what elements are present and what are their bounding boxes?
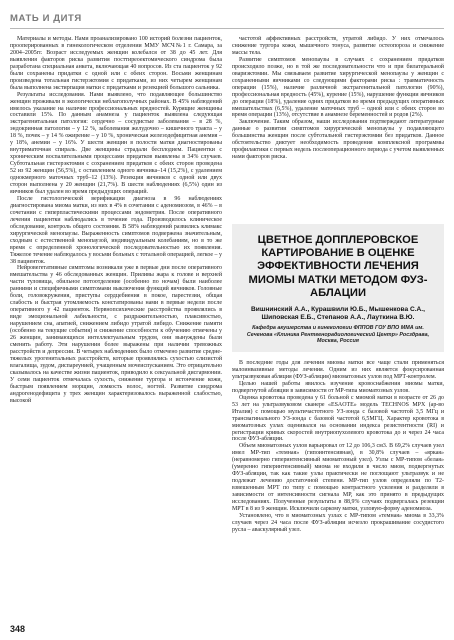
header-rule xyxy=(10,28,444,29)
paragraph-node-types: Объем миоматозных узлов варьировал от 12 до 106,3 см3. В 69,2% случаев узел имел МР-тип «темная» (гипоинтенсивная), в 30,8% случаев – «яркая» (неравномерно гиперинтенсивный миоматозный узел). Узлы с МР-типом «белая» (умеренно гиперинтенсивный) миома не входили в число миом, подвергнутых ФУЗ-абляции, так как такие узлы практически не поглощают ультразвук и не подлежат лечению достаточной степени. МР-тип узлов определяли по Т2-взвешенным МРТ по типу с помощью контрастного усиления и разделяли в зависимости от интенсивности сигнала МР, как это принято в предыдущих исследованиях. Полученные результаты в 88,9% случаях подвергалась резекции МРТ в 8 из 9 женщин. Исключили саркому матки, узловую-форму аденомиоза. xyxy=(232,443,444,513)
paragraph-aim: Целью нашей работы явилось изучение кровоснабжения миомы матки, подвергнутой абляции в зависимости от МР-типа миоматозных узлов. xyxy=(232,380,444,394)
article-heading-box xyxy=(232,224,444,352)
journal-running-head: МАТЬ И ДИТЯ xyxy=(10,13,82,24)
paragraph-symptoms: Нейровегетативные симптомы возникали уже в первые дни после оперативного вмешательства у 46 обследованных женщин. Приливы жара к голове и верхней части туловища, обильное потоотделение (особенно по ночам) были наиболее ранними и специфичными симптомами выключения функций яичников. Головные боли, головокружения, приступы сердцебиения в покое, парестезии, общая слабость и быстрая утомляемость констатированы нами в первые недели после оперативного у 42 пациенток. Нервнопсихические расстройства проявлялись в виде эмоциональной лабильности, с раздражительностью, плаксивостью, нарушением сна, апатией, снижением либидо утратой либидо. Снижение памяти (особенно на текущие события) и снижение способности к обучению отмечены у 26 женщин, занимающихся интеллектуальным трудом, они вынуждены были сменить работу. Эти нарушения более выражены при наличии тревожных расстройств и депрессии. В четырех наблюдениях было отмечено развитие средне-тяжелых урогенитальных расстройств, которые проявлялись сухостью слизистой влагалища, зудом, диспареунией, учащенным мочеиспусканием. Это отрицательно сказывалось на качестве жизни пациенток, приводило к сексуальной дисгармонии. У семи пациенток отмечалась сухость, снижение тургора и истончение кожи, быстрым появлением морщин, ломкость волос, ногтей. Развитие синдрома андрогенодефицита у трех женщин характеризовалось выраженной слабостью, высокой xyxy=(10,265,222,404)
paragraph-continuation: частотой аффективных расстройств, утратой либидо. У них отмечалось снижение тургора кожи, мышечного тонуса, развитие остеопороза и снижение массы тела. xyxy=(232,36,444,56)
page-number: 348 xyxy=(10,624,26,634)
paragraph-follow-up: После гистологической верификации диагноза в 96 наблюдениях диагностирована миома матки, из них в 4% в сочетании с аденомиозом, в 46% – в сочетании с гиперпластическими процессами эндометрия. После оперативного лечения пациентки наблюдались в течение года. Производилось клиническое обследование, контроль общего состояния. В 58% наблюдений развились климакс хирургической менопаузы. Выраженность симптомов подвержена значительным, сходным с естественной менопаузой, индивидуальным колебаниям, но в то же время с определенной хронологической последовательностью их появления. Тяжелое течение наблюдалось у восьми больных с тотальной операцией, легкое – у 38 пациенток. xyxy=(10,195,222,265)
right-column-bottom xyxy=(232,360,444,616)
paragraph-materials-methods: Материалы и методы. Нами проанализировано 100 историй болезни пациенток, прооперированных в гинекологическом отделении ММУ МСЧ№1 г. Самара, за 2004–2005гг. Возраст исследуемых женщин колебался от 38 до 45 лет. Для выявления факторов риска развития посттиреоектомического синдрома была разработана специальная анкета, включающая 40 вопросов. Из ста пациенток у 92 были сохранены придатки с одной или с обеих сторон. Восьми женщинам произведена тотальная гистерэктомия с придатками, из них четырем женщинам была выполнена экстирпация матки с придатками и резекцией большого сальника. xyxy=(10,36,222,91)
article-affiliation: Кафедра акушерства и гинекологии ФППОВ ГОУ ВПО ММА им. Сеченова «Клиника Рентгенорадиологический Центр» Росздрава, Москва, Россия xyxy=(246,325,430,345)
article-authors: Вишнинский А.А., Курашвили Ю.Б., Мышенкова С.А., Шиповская Е.Б., Степанов А.А., Лауткина В.Ю. xyxy=(251,306,425,322)
paragraph-methods: Оценка кровотока проведена у 61 больной с миомой матки в возрасте от 26 до 53 лет на ультразвуковом сканере «ESAOTE» модель TECHNOS MPX (ар-во Италия) с помощью мультичастотного УЗ-зонда с базовой частотой 3,5 МГц и трансвагинального УЗ-зонда с базовой частотой 6,5МГЦ. Характер кровотока в миоматозных узлах оценивался на основании индекса резистентности (RI) и регистрации кривых скоростей внутриопухолевого кровотока до и через 24 часа после ФУЗ-абляции. xyxy=(232,394,444,443)
paragraph-conclusion: Заключение. Таким образом, наши исследования подтверждают литературные данные о развитии симптомов хирургической менопаузы у подавляющего большинства женщин после субтотальной гистерэктомии без придатков. Данное обстоятельство диктует необходимость проведения комплексной программы профилактики с первых недель послеоперационного периода с учетом выявленных нами факторов риска. xyxy=(232,119,444,161)
paragraph-finding: Установлено, что в миоматозных узлах с МР-типом «темная» миома в 33,3% случаев через 24 часа после ФУЗ-абляции исчезло прокрашивание сосудистого русла – аваскулярный узел. xyxy=(232,512,444,533)
paragraph-intro: В последние годы для лечения миомы матки все чаще стали применяться малоинвазивные методы лечения. Одним из них является фокусированная ультразвуковая абляция (ФУЗ-абляция) миоматозных узлов под МРТ-контролем. xyxy=(232,360,444,380)
paragraph-results: Результаты исследования. Нами выявлено, что подавляющее большинство женщин проживали в экологически неблагополучных районах. В 45% наблюдений имелось указание на наличие профессиональных вредностей. Курящие женщины составили 15%. По данным анамнеза у пациенток выявлена следующая экстрагенитальная патология: сердечно – сосудистые заболевания – в 28 %, эндокринная патология – у 12 %, заболевания желудочно – кишечного тракта – у 18 %, почек – у 14 % ожирение – у 10 %, хроническая железодефицитная анемия – у 18%, анемии – у 16%. У шести женщин в полости матки диагностированы внутриматочная спираль. Две женщины страдали бесплодием. Пациентки с хроническим воспалительными процессами придатков выявлены в 34% случаев. Субтотальная гистерэктомия с сохранением придатков с обеих сторон проведена 52 из 92 женщин (56,5%), с оставлением одного яичника–14 (15,2%), с удалением однокмерного маточных труб–12 (13%). Резекция яичников с одной или двух сторон выполнена у 20 женщин (21,7%). В шести наблюдениях (6,5%) один из яичников был удален во время предыдущих операций. xyxy=(10,91,222,195)
page-header xyxy=(10,10,444,32)
right-column-top xyxy=(232,36,444,220)
left-column xyxy=(10,36,222,614)
article-title: ЦВЕТНОЕ ДОППЛЕРОВСКОЕ КАРТИРОВАНИЕ В ОЦЕНКЕ ЭФФЕКТИВНОСТИ ЛЕЧЕНИЯ МИОМЫ МАТКИ МЕТОДОМ ФУЗ-АБЛАЦИИ xyxy=(248,234,428,299)
paragraph-risk-factors: Развитие симптомов менопаузы в случаях с сохранением придатков происходило позже, но в той же последовательности что и при билатеральной овариэктомии. Мы связываем развитие хирургической менопаузы у женщин с сохраненными яичниками со следующими факторами риска : травматичность операции (15%), наличие различной экстрагенитальной патологии (90%), профессиональная вредность (45%), курение (15%), нарушение функции яичников до операции (18%), удаление одних придатков во время предыдущих оперативных вмешательствах (6,5%), удаление маточных труб – одной или с обеих сторон во время операции (13%), отсутствие в анамнезе беременностей и родов (2%). xyxy=(232,56,444,119)
